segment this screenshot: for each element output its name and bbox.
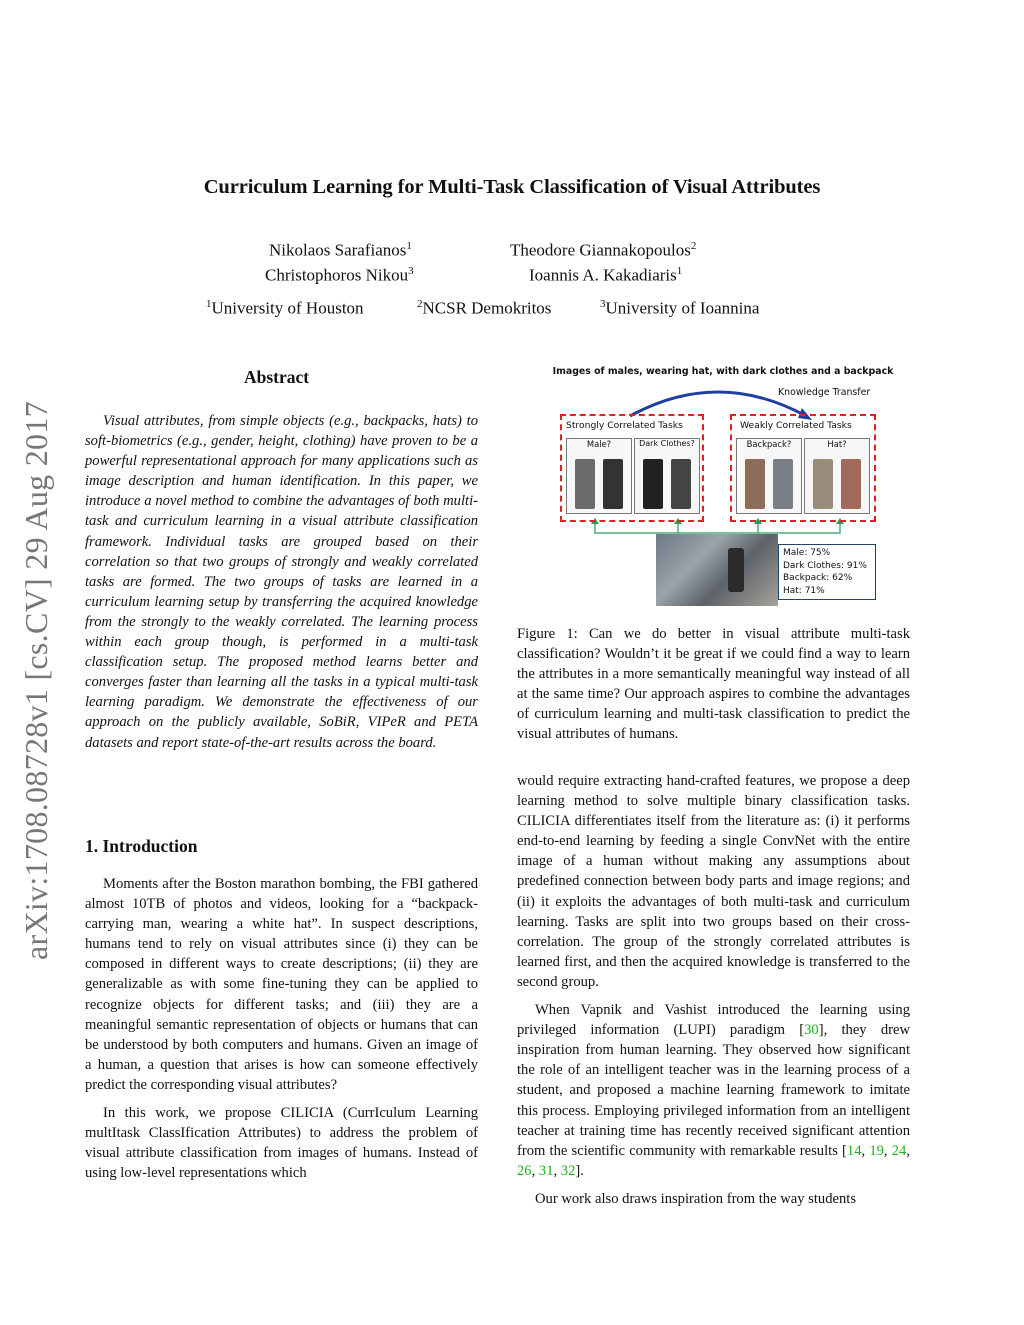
person-image	[575, 459, 595, 509]
right-paragraph-1: would require extracting hand-crafted features, we propose a deep learning method to solve multiple binary classification tasks. CILICIA differentiates itself from the literature as: (i) it performs end-to-end learning by feeding a single ConvNet with the entire image of a human without making any assumptions about predefined connection between body parts and image regions; and (ii) it exploits the advantages of both multi-task and curriculum learning. Tasks are split into two groups based on their cross-correlation. The group of the strongly correlated attributes is learned first, and then the acquired knowledge is transferred to the second group.	[517, 773, 910, 990]
task-dark-clothes	[634, 438, 700, 514]
section-heading-introduction: 1. Introduction	[85, 836, 198, 856]
task-label: Backpack?	[746, 439, 792, 449]
person-image	[671, 459, 691, 509]
affiliation-3: $^3$University of Ioannina	[600, 298, 760, 318]
citation-link[interactable]: 14	[846, 1142, 862, 1159]
person-image	[745, 459, 765, 509]
abstract-heading: Abstract	[244, 367, 310, 387]
person-image	[841, 459, 861, 509]
affiliation-2: $^2$NCSR Demokritos	[417, 298, 552, 318]
person-image	[643, 459, 663, 509]
task-label: Male?	[586, 439, 612, 449]
arxiv-identifier: arXiv:1708.08728v1 [cs.CV] 29 Aug 2017	[18, 401, 54, 960]
prediction-hat: Hat: 71%	[783, 585, 825, 596]
author-3: Christophoros Nikou$^3$	[265, 265, 414, 285]
author-1: Nikolaos Sarafianos$^1$	[269, 240, 412, 260]
task-label: Hat?	[827, 439, 847, 449]
paper-title: Curriculum Learning for Multi-Task Classification of Visual Attributes	[203, 176, 821, 198]
abstract-text: Visual attributes, from simple objects (e.g., backpacks, hats) to soft-biometrics (e.g., gender, height, clothing) have proven to be a powerful representational approach for many applications such as image description and human identification. In this paper, we introduce a novel method to combine the advantages of both multi-task and curriculum learning in a visual attribute classification framework. Individual tasks are grouped based on their correlation so that two groups of strongly and weakly correlated tasks are formed. The two groups of tasks are learned in a curriculum learning setup by transferring the acquired knowledge from the strongly to the weakly correlated. The learning process within each group though, is performed in a multi-task classification setup. The proposed method learns better and converges faster than learning all the tasks in a typical multi-task learning paradigm. We demonstrate the effectiveness of our approach on the publicly available, SoBiR, VIPeR and PETA datasets and report state-of-the-art results across the board.	[85, 413, 478, 751]
weak-group-label: Weakly Correlated Tasks	[740, 420, 852, 431]
knowledge-transfer-label: Knowledge Transfer	[778, 387, 871, 398]
author-4: Ioannis A. Kakadiaris$^1$	[529, 265, 683, 285]
introduction-text	[85, 874, 478, 1183]
task-male	[566, 438, 632, 514]
person-image	[603, 459, 623, 509]
citation-link[interactable]: 24	[891, 1142, 907, 1159]
prediction-box	[778, 544, 876, 600]
affiliation-1: $^1$University of Houston	[206, 298, 364, 318]
prediction-dark-clothes: Dark Clothes: 91%	[783, 560, 867, 571]
figure-title: Images of males, wearing hat, with dark clothes and a backpack	[552, 366, 894, 377]
strong-group-box	[560, 414, 704, 522]
right-paragraph-2: When Vapnik and Vashist introduced the learning using privileged information (LUPI) paradigm [30], they drew inspiration from human learning. They observed how significant the role of an intelligent teacher was in the learning process of a student, and proposed a machine learning framework to imitate this process. Employing privileged information from an intelligent teacher at training time has recently received significant attention from the scientific community with remarkable results [14, 19, 24, 26, 31, 32].	[517, 1002, 910, 1179]
task-label: Dark Clothes?	[639, 439, 695, 448]
author-2: Theodore Giannakopoulos$^2$	[510, 240, 697, 260]
figure-1	[548, 360, 898, 610]
strong-group-label: Strongly Correlated Tasks	[566, 420, 683, 431]
intro-paragraph-2: In this work, we propose CILICIA (CurrIculum Learning multItask ClassIfication Attributes) to address the problem of visual attribute classification from images of humans. Instead of using low-level representations which	[85, 1105, 478, 1182]
weak-group-box	[730, 414, 876, 522]
prediction-backpack: Backpack: 62%	[783, 573, 853, 583]
person-image	[813, 459, 833, 509]
right-column-text	[517, 771, 910, 1209]
right-paragraph-3: Our work also draws inspiration from the way students	[535, 1190, 857, 1207]
task-hat	[804, 438, 870, 514]
task-backpack	[736, 438, 802, 514]
citation-link[interactable]: 19	[869, 1142, 884, 1159]
citation-link[interactable]: 32	[560, 1162, 576, 1179]
citation-link[interactable]: 26	[517, 1162, 532, 1179]
street-scene-image	[656, 534, 778, 606]
figure-caption: Figure 1: Can we do better in visual attribute multi-task classification? Wouldn’t it be great if we could find a way to learn the attributes in a more semantically meaningful way instead of all at the same time? Our approach aspires to combine the advantages of curriculum learning and multi-task classification to predict the visual attributes of humans.	[517, 626, 910, 743]
citation-link[interactable]: 30	[804, 1022, 819, 1039]
person-image	[773, 459, 793, 509]
target-person	[728, 548, 744, 592]
citation-link[interactable]: 31	[538, 1162, 554, 1179]
prediction-male: Male: 75%	[783, 548, 831, 558]
intro-paragraph-1: Moments after the Boston marathon bombing, the FBI gathered almost 10TB of photos and videos, looking for a “backpack-carrying man, wearing a white hat”. In suspect descriptions, humans tend to rely on visual attributes since (i) they can be composed in different ways to create descriptions; (ii) they are generalizable as with some fine-tuning they can be applied to recognize objects for different tasks; and (iii) they are a meaningful semantic representation of objects or humans that can be understood by both computers and humans. Given an image of a human, a question that arises is how can someone effectively predict the corresponding visual attributes?	[85, 876, 478, 1093]
